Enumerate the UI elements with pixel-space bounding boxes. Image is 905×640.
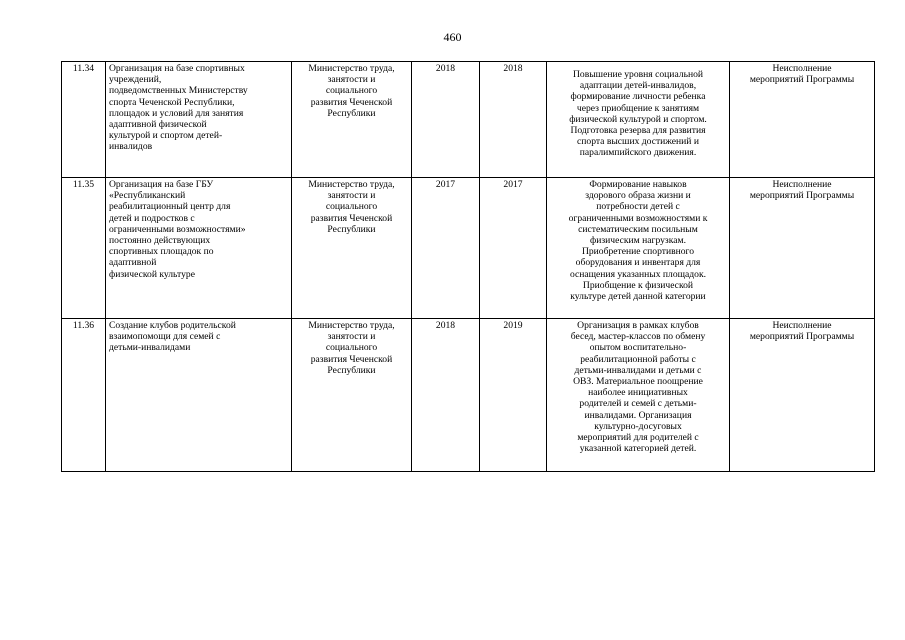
expected-result-cell — [547, 319, 730, 472]
row-number-cell — [62, 319, 106, 472]
expected-result-cell — [547, 62, 730, 178]
start-year: 2018 — [435, 320, 456, 331]
expected-result-text: Повышение уровня социальной адаптации детей-инвалидов, формирование личности ребенка через приобщение к занятиям физической культурой и спортом. Подготовка резерва для развития спорта высших достижений и паралимпийского движения. — [569, 69, 707, 159]
activity-text: Организация на базе спортивных учреждений, подведомственных Министерству спорта Чеченской Республики, площадок и условий для занятия адаптивной физической культурой и спортом детей- инвалидов — [109, 63, 248, 153]
row-number-cell — [62, 178, 106, 319]
row-number: 11.35 — [72, 179, 95, 190]
page-number: 460 — [443, 30, 462, 44]
consequences-text: Неисполнение мероприятий Программы — [749, 320, 855, 343]
start-year: 2017 — [435, 179, 456, 190]
consequences-text: Неисполнение мероприятий Программы — [749, 179, 855, 202]
end-year-cell — [480, 62, 547, 178]
executor-cell — [292, 319, 412, 472]
executor-text: Министерство труда, занятости и социального развития Чеченской Республики — [308, 63, 395, 119]
expected-result-text: Организация в рамках клубов бесед, мастер-классов по обмену опытом воспитательно- реабилитационной работы с детьми-инвалидами и детьми с ОВЗ. Материальное поощрение наиболее инициативных родителей и семей с детьми- инвалидами. Организация культурно-досуговых мероприятий для родителей с указанной категорией детей. — [570, 320, 706, 455]
activity-cell — [106, 62, 292, 178]
end-year: 2017 — [503, 179, 523, 190]
activity-text: Организация на базе ГБУ «Республиканский реабилитационный центр для детей и подростков с ограниченными возможностями» постоянно действующих спортивных площадок по адаптивной физической культуре — [109, 179, 246, 280]
program-activities-table — [61, 61, 875, 472]
end-year: 2019 — [503, 320, 523, 331]
executor-cell — [292, 62, 412, 178]
table-row — [62, 62, 875, 178]
end-year-cell — [480, 319, 547, 472]
activity-cell — [106, 178, 292, 319]
row-number: 11.36 — [72, 320, 95, 331]
consequences-cell — [730, 62, 875, 178]
expected-result-cell — [547, 178, 730, 319]
table-row — [62, 319, 875, 472]
activity-cell — [106, 319, 292, 472]
consequences-cell — [730, 178, 875, 319]
expected-result-text: Формирование навыков здорового образа жизни и потребности детей с ограниченными возможностями к систематическим посильным физическим нагрузкам. Приобретение спортивного оборудования и инвентаря для оснащения указанных площадок. Приобщение к физической культуре детей данной категории — [568, 179, 708, 303]
row-number: 11.34 — [72, 63, 95, 74]
start-year-cell — [412, 62, 480, 178]
executor-text: Министерство труда, занятости и социального развития Чеченской Республики — [308, 320, 395, 376]
start-year-cell — [412, 319, 480, 472]
row-number-cell — [62, 62, 106, 178]
executor-text: Министерство труда, занятости и социального развития Чеченской Республики — [308, 179, 395, 235]
end-year-cell — [480, 178, 547, 319]
consequences-text: Неисполнение мероприятий Программы — [749, 63, 855, 86]
executor-cell — [292, 178, 412, 319]
activity-text: Создание клубов родительской взаимопомощи для семей с детьми-инвалидами — [109, 320, 236, 354]
consequences-cell — [730, 319, 875, 472]
table-row — [62, 178, 875, 319]
start-year: 2018 — [435, 63, 456, 74]
end-year: 2018 — [503, 63, 523, 74]
start-year-cell — [412, 178, 480, 319]
